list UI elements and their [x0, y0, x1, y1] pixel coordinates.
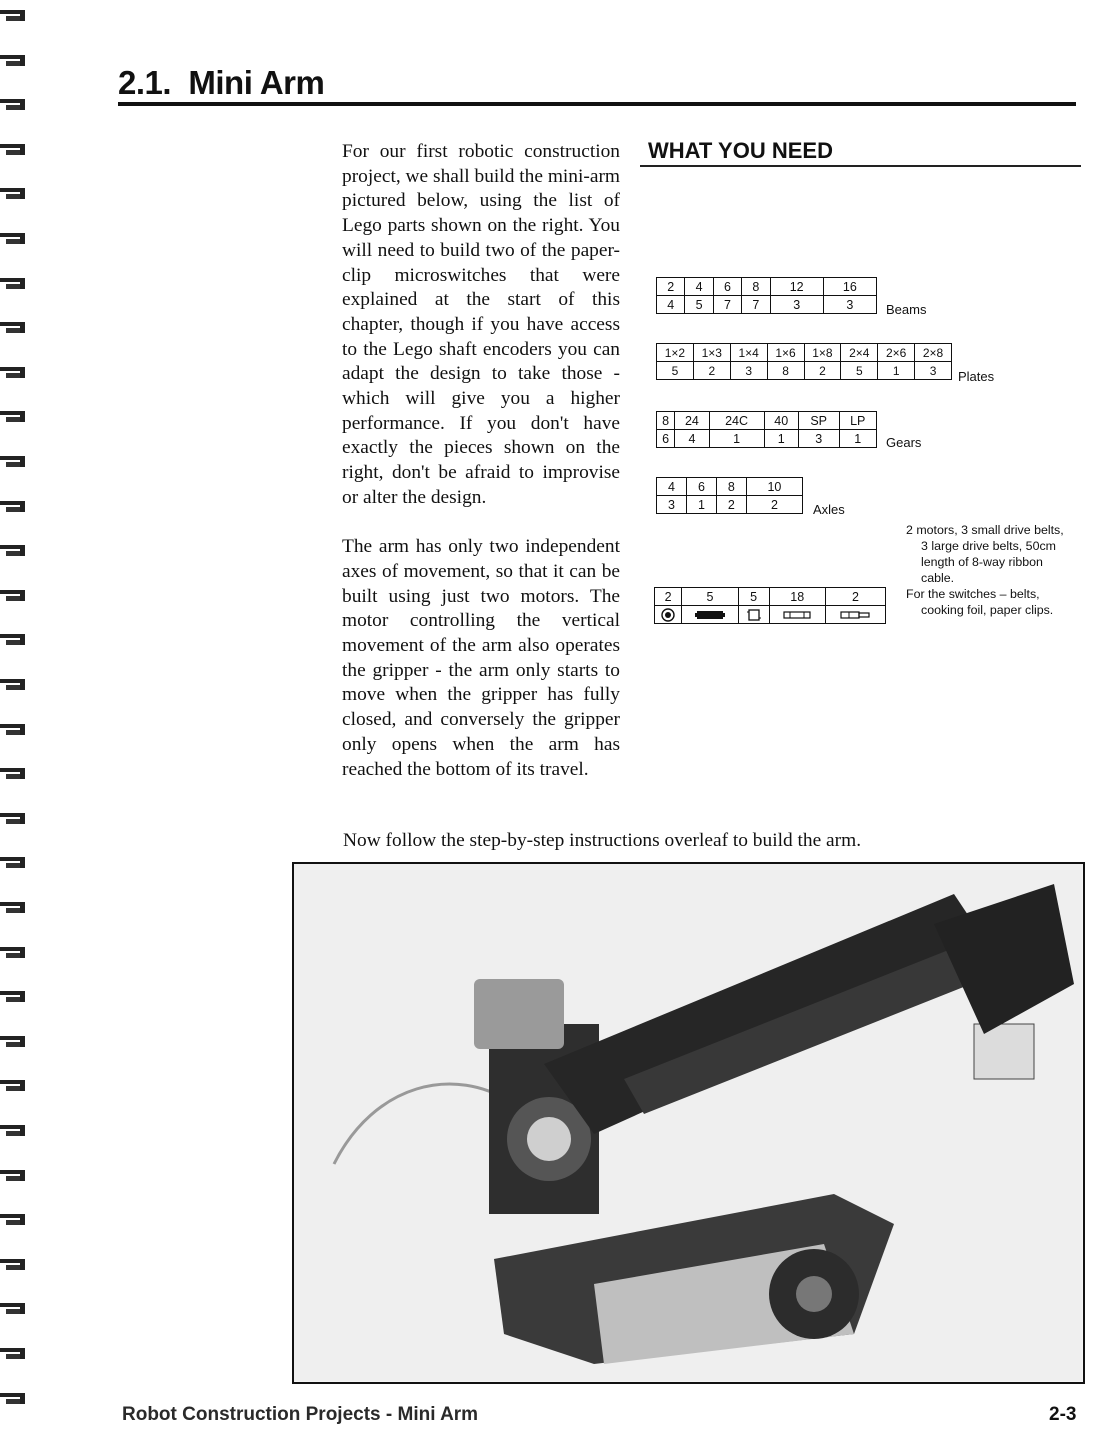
binding-ring: [0, 813, 26, 825]
misc-qty: 2: [825, 588, 885, 606]
beam-qty: 3: [823, 296, 876, 314]
binding-ring: [0, 1170, 26, 1182]
beam-size: 12: [770, 278, 823, 296]
paragraph-2: The arm has only two independent axes of movement, so that it can be built using just two motors. The motor controlling the vertical movement of the arm also operates the gripper - the arm only starts to move when the gripper has fully closed, and conversely the gripper only opens when the arm has reached the bottom of its travel.: [342, 536, 620, 780]
binding-ring: [0, 456, 26, 468]
what-you-need-rule: [640, 165, 1081, 167]
binding-ring: [0, 55, 26, 67]
binding-ring: [0, 367, 26, 379]
long-pin-icon: [839, 609, 871, 621]
gear-qty: 1: [839, 430, 877, 448]
axles-qty-row: [657, 496, 803, 514]
axle-qty: 2: [746, 496, 802, 514]
gear-size: 40: [764, 412, 798, 430]
plate-size: 1×6: [767, 344, 804, 362]
title-rule: [118, 102, 1076, 106]
plate-qty: 1: [878, 362, 915, 380]
plate-size: 1×4: [730, 344, 767, 362]
plate-size: 2×6: [878, 344, 915, 362]
binding-ring: [0, 679, 26, 691]
plate-qty: 5: [657, 362, 694, 380]
misc-parts-table: [654, 587, 886, 624]
beams-qty-row: [657, 296, 877, 314]
pin-icon: [782, 609, 812, 621]
axle-size: 6: [686, 478, 716, 496]
beam-size: 4: [685, 278, 713, 296]
binding-ring: [0, 1214, 26, 1226]
axle-size: 10: [746, 478, 802, 496]
beam-qty: 7: [713, 296, 741, 314]
gear-qty: 4: [675, 430, 709, 448]
motors-note: 2 motors, 3 small drive belts, 3 large drive belts, 50cm length of 8-way ribbon cable.: [906, 523, 1064, 585]
binding-ring: [0, 724, 26, 736]
gear-qty: 6: [657, 430, 675, 448]
binding-ring: [0, 188, 26, 200]
plate-qty: 3: [730, 362, 767, 380]
binding-ring: [0, 411, 26, 423]
plate-size: 1×2: [657, 344, 694, 362]
binding-ring: [0, 902, 26, 914]
binding-ring: [0, 501, 26, 513]
round-connector-icon: [661, 608, 675, 622]
axles-label: Axles: [813, 502, 845, 517]
binding-ring: [0, 590, 26, 602]
beam-qty: 7: [742, 296, 770, 314]
paragraph-1: For our first robotic construction project, we shall build the mini-arm pictured below, using the list of Lego parts shown on the right. You will need to build two of the paper-clip microswitches that were explained at the start of this chapter, though if you have access to the Lego shaft encoders you can adapt the design to take those - which will give you a higher performance. If you don't have exactly the pieces shown on the right, don't be afraid to improvise or alter the design.: [342, 141, 620, 508]
binding-ring: [0, 991, 26, 1003]
binding-ring: [0, 545, 26, 557]
binding-ring: [0, 233, 26, 245]
beam-qty: 5: [685, 296, 713, 314]
plate-size: 1×3: [693, 344, 730, 362]
plate-qty: 3: [915, 362, 952, 380]
axle-qty: 2: [716, 496, 746, 514]
page-number: 2-3: [1049, 1404, 1077, 1425]
what-you-need-heading: WHAT YOU NEED: [648, 138, 833, 163]
binding-ring: [0, 99, 26, 111]
spiral-binding: [0, 0, 32, 1434]
beams-label: Beams: [886, 302, 927, 317]
plate-size: 2×4: [841, 344, 878, 362]
misc-icon-row: [655, 606, 886, 624]
gear-size: SP: [798, 412, 839, 430]
misc-qty-row: [655, 588, 886, 606]
beams-sizes-row: [657, 278, 877, 296]
binding-ring: [0, 1393, 26, 1405]
mini-arm-illustration: [294, 864, 1082, 1381]
axle-qty: 3: [657, 496, 687, 514]
gears-sizes-row: [657, 412, 877, 430]
plate-qty: 2: [804, 362, 841, 380]
gear-qty: 1: [709, 430, 764, 448]
binding-ring: [0, 768, 26, 780]
parts-notes: [906, 522, 1066, 618]
plate-qty: 8: [767, 362, 804, 380]
plate-size: 1×8: [804, 344, 841, 362]
axles-table: [656, 477, 803, 514]
beam-size: 8: [742, 278, 770, 296]
binding-ring: [0, 634, 26, 646]
follow-instructions-text: Now follow the step-by-step instructions overleaf to build the arm.: [343, 830, 862, 851]
dark-block-icon: [695, 609, 725, 621]
footer-title: Robot Construction Projects - Mini Arm: [122, 1404, 479, 1425]
misc-qty: 5: [682, 588, 738, 606]
binding-ring: [0, 1036, 26, 1048]
axles-sizes-row: [657, 478, 803, 496]
plates-label: Plates: [958, 369, 995, 384]
binding-ring: [0, 144, 26, 156]
binding-ring: [0, 1125, 26, 1137]
binding-ring: [0, 1080, 26, 1092]
mini-arm-photo: [292, 862, 1085, 1384]
beam-size: 16: [823, 278, 876, 296]
gear-qty: 3: [798, 430, 839, 448]
plate-size: 2×8: [915, 344, 952, 362]
binding-ring: [0, 947, 26, 959]
plates-qty-row: [657, 362, 952, 380]
bush-icon: [746, 608, 762, 622]
gear-size: 24: [675, 412, 709, 430]
switches-note: For the switches – belts, cooking foil, paper clips.: [906, 587, 1054, 617]
binding-ring: [0, 857, 26, 869]
misc-qty: 2: [655, 588, 682, 606]
beam-size: 2: [657, 278, 685, 296]
binding-ring: [0, 322, 26, 334]
beam-qty: 3: [770, 296, 823, 314]
plates-sizes-row: [657, 344, 952, 362]
binding-ring: [0, 1259, 26, 1271]
body-text: [342, 140, 620, 807]
binding-ring: [0, 278, 26, 290]
binding-ring: [0, 1303, 26, 1315]
page-title: 2.1. Mini Arm: [118, 64, 325, 101]
gears-table: [656, 411, 877, 448]
axle-qty: 1: [686, 496, 716, 514]
plates-table: [656, 343, 952, 380]
gear-size: LP: [839, 412, 877, 430]
binding-ring: [0, 1348, 26, 1360]
axle-size: 8: [716, 478, 746, 496]
gear-size: 24C: [709, 412, 764, 430]
plate-qty: 2: [693, 362, 730, 380]
gears-qty-row: [657, 430, 877, 448]
beam-qty: 4: [657, 296, 685, 314]
gear-qty: 1: [764, 430, 798, 448]
beam-size: 6: [713, 278, 741, 296]
beams-table: [656, 277, 877, 314]
axle-size: 4: [657, 478, 687, 496]
misc-qty: 18: [769, 588, 825, 606]
binding-ring: [0, 10, 26, 22]
plate-qty: 5: [841, 362, 878, 380]
gears-label: Gears: [886, 435, 922, 450]
misc-qty: 5: [738, 588, 769, 606]
gear-size: 8: [657, 412, 675, 430]
